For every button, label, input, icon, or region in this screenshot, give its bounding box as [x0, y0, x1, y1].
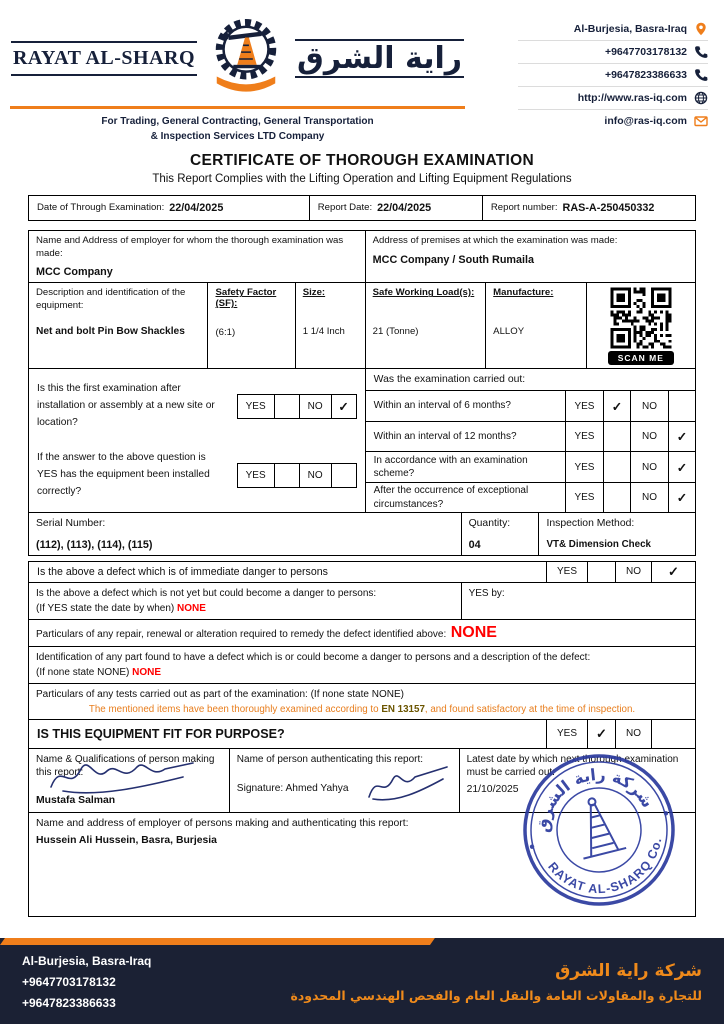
interval-12-months-text: Within an interval of 12 months? [373, 430, 517, 442]
fax-phone-icon [694, 68, 708, 82]
stamp-derrick-icon [570, 793, 626, 858]
email-icon [694, 114, 708, 128]
title-block [0, 152, 724, 185]
yes-by-label: YES by: [468, 587, 505, 599]
identification-row [29, 646, 695, 683]
no-label: NO [615, 720, 651, 748]
exceptional-circumstances-text: After the occurrence of exceptional circumstances? [373, 485, 529, 510]
yes-label: YES [565, 391, 603, 421]
final-employer-label: Name and address of employer of persons making and authenticating this report: [36, 817, 409, 829]
location-icon [694, 22, 708, 36]
manufacture-value: ALLOY [493, 326, 525, 338]
questions-row [29, 368, 695, 512]
next-exam-value: 21/10/2025 [466, 783, 519, 795]
examination-scheme-row [366, 452, 695, 483]
identification-hint: (If none state NONE) [36, 666, 130, 678]
quantity-label: Quantity: [468, 518, 511, 530]
authenticator-signature-label: Signature: Ahmed Yahya [236, 782, 349, 794]
report-number-label: Report number: [490, 202, 558, 213]
yes-label: YES [546, 720, 587, 748]
certificate-title: CERTIFICATE OF THOROUGH EXAMINATION [189, 152, 535, 169]
yes-label: YES [245, 400, 266, 412]
repair-value: NONE [450, 623, 497, 641]
serial-row [29, 512, 695, 555]
safety-factor-label: Safety Factor (SF): [215, 287, 277, 310]
interval-12-months-no-box: ✓ [668, 422, 695, 452]
first-exam-question [37, 381, 357, 431]
equipment-description-value: Net and bolt Pin Bow Shackles [36, 326, 185, 338]
contact-address [518, 18, 708, 41]
footer-phone-1: +9647703178132 [22, 974, 116, 989]
no-label: NO [630, 391, 668, 421]
equipment-description-label: Description and identification of the equipment: [36, 287, 186, 311]
footer-company-desc-ar: للتجارة والمقاولات العامة والنقل العام والفحص الهندسي المحدودة [290, 988, 702, 1003]
report-date-cell [309, 196, 482, 220]
inspection-method-cell [538, 513, 695, 555]
equipment-description-cell [29, 283, 207, 368]
footer-company-block [291, 961, 703, 1003]
authenticator-label: Name of person authenticating this report: [236, 753, 424, 765]
tagline-line1: For Trading, General Contracting, General Transportation [101, 116, 374, 127]
swl-label: Safe Working Load(s): [372, 287, 475, 299]
main-table-upper [28, 230, 696, 555]
equipment-row [29, 282, 695, 368]
interval-6-months-no-box [668, 391, 695, 421]
tests-note-pre: The mentioned items have been thoroughly examined according to [88, 703, 382, 715]
size-value: 1 1/4 Inch [302, 326, 345, 338]
website-text: http://www.ras-iq.com [577, 92, 687, 104]
tests-text: Particulars of any tests carried out as part of the examination: (If none state NONE) [36, 688, 404, 700]
installed-correctly-yn-group [237, 463, 357, 488]
tagline-line2: & Inspection Services LTD Company [150, 131, 325, 142]
installed-correctly-question [37, 450, 357, 500]
qr-cell [586, 283, 695, 368]
no-label: NO [615, 562, 651, 582]
examination-scheme-no-box: ✓ [668, 452, 695, 482]
tests-note [36, 704, 688, 715]
immediate-danger-row [29, 562, 695, 582]
installed-correctly-yes-box [274, 464, 299, 487]
fit-yes-box: ✓ [587, 720, 615, 748]
serial-number-label: Serial Number: [36, 518, 106, 530]
repair-text: Particulars of any repair, renewal or alteration required to remedy the defect identified above: [36, 628, 447, 640]
final-employer-value: Hussein Ali Hussein, Basra, Burjesia [36, 835, 217, 847]
repair-row [29, 619, 695, 646]
footer [0, 938, 724, 1024]
repair-cell [29, 620, 695, 646]
manufacture-cell [485, 283, 586, 368]
no-label: NO [630, 422, 668, 452]
interval-12-months-row [366, 422, 695, 453]
inspection-method-label: Inspection Method: [546, 518, 635, 530]
questions-right [365, 369, 695, 512]
tests-cell [29, 684, 695, 719]
report-number-value: RAS-A-250450332 [562, 202, 655, 215]
contact-email [518, 110, 708, 132]
contact-phone-2 [518, 64, 708, 87]
identification-text: Identification of any part found to have a defect which is or could become a danger to persons and a description of the defect: [36, 651, 591, 663]
future-danger-hint: (If YES state the date by when) [36, 602, 175, 614]
interval-12-months-yes-box [603, 422, 630, 452]
yes-by-cell [461, 583, 695, 619]
premises-cell [365, 231, 695, 282]
safety-factor-cell [207, 283, 294, 368]
logo-block [10, 16, 465, 144]
interval-6-months-yes-box: ✓ [603, 391, 630, 421]
identification-cell [29, 647, 695, 683]
contact-list [518, 16, 708, 144]
stamp-text-ar: شركة راية الشرق [533, 764, 658, 834]
email-text: info@ras-iq.com [604, 115, 687, 127]
employer-value: MCC Company [36, 266, 113, 279]
size-label: Size: [302, 287, 326, 299]
interval-6-months-text: Within an interval of 6 months? [373, 400, 511, 412]
installed-correctly-question-text: If the answer to the above question is YES has the equipment been installed correctly? [37, 452, 210, 498]
footer-address: Al-Burjesia, Basra-Iraq [22, 953, 152, 968]
contact-phone-1 [518, 41, 708, 64]
first-exam-no-box: ✓ [331, 395, 356, 418]
no-label: NO [630, 483, 668, 513]
immediate-danger-no-box: ✓ [651, 562, 695, 582]
report-date-label: Report Date: [317, 202, 373, 213]
manufacture-label: Manufacture: [493, 287, 554, 299]
size-cell [295, 283, 365, 368]
footer-contact-block [22, 951, 151, 1014]
immediate-danger-text: Is the above a defect which is of immediate danger to persons [37, 565, 328, 578]
exam-date-value: 22/04/2025 [169, 202, 224, 215]
swl-value: 21 (Tonne) [372, 326, 419, 338]
first-exam-question-text: Is this the first examination after installation or assembly at a new site or location? [37, 382, 215, 428]
company-name-ar: راية الشرق [297, 40, 463, 76]
maker-label: Name & Qualifications of person making this report: [36, 753, 215, 778]
phone-2-text: +9647823386633 [604, 69, 687, 81]
identification-value: NONE [132, 666, 162, 678]
premises-value: MCC Company / South Rumaila [372, 253, 535, 266]
stamp-text-en: RAYAT AL-SHARQ Co. [545, 836, 665, 897]
interval-6-months-row [366, 391, 695, 422]
maker-name: Mustafa Salman [36, 794, 116, 806]
tests-note-standard: EN 13157 [381, 703, 425, 715]
no-label: NO [299, 464, 331, 487]
company-tagline [10, 106, 465, 144]
first-exam-yes-box [274, 395, 299, 418]
yes-label: YES [245, 470, 266, 482]
header [0, 0, 724, 144]
footer-phone-2: +9647823386633 [22, 995, 116, 1010]
globe-icon [694, 91, 708, 105]
employer-row [29, 231, 695, 282]
employer-label: Name and Address of employer for whom the thorough examination was made: [36, 235, 344, 259]
yes-label: YES [565, 422, 603, 452]
address-text: Al-Burjesia, Basra-Iraq [573, 23, 687, 35]
qr-caption: SCAN ME [608, 351, 674, 365]
contact-website [518, 87, 708, 110]
questions-left [29, 369, 365, 512]
first-exam-yn-group [237, 394, 357, 419]
yes-label: YES [546, 562, 587, 582]
examination-scheme-yes-box [603, 452, 630, 482]
exceptional-circumstances-no-box: ✓ [668, 483, 695, 513]
no-label: NO [630, 452, 668, 482]
exam-date-label: Date of Through Examination: [37, 202, 165, 213]
certificate-subtitle: This Report Complies with the Lifting Operation and Lifting Equipment Regulations [152, 173, 572, 185]
yes-label: YES [565, 452, 603, 482]
exam-carried-out-header: Was the examination carried out: [366, 369, 695, 391]
maker-cell [29, 749, 229, 812]
safety-factor-value: (6:1) [215, 327, 236, 339]
inspection-method-value: VT& Dimension Check [546, 538, 652, 550]
immediate-danger-yes-box [587, 562, 615, 582]
quantity-value: 04 [468, 538, 481, 551]
tests-row [29, 683, 695, 719]
examination-scheme-text: In accordance with an examination scheme? [373, 454, 528, 480]
swl-cell [365, 283, 486, 368]
report-date-value: 22/04/2025 [377, 202, 432, 215]
future-danger-value: NONE [177, 602, 206, 614]
main-table-lower [28, 561, 696, 917]
next-exam-label: Latest date by which next thorough examination must be carried out: [466, 753, 679, 778]
installed-correctly-no-box [331, 464, 356, 487]
quantity-cell [461, 513, 539, 555]
phone-icon [694, 45, 708, 59]
exceptional-circumstances-row [366, 483, 695, 513]
dates-table [28, 195, 696, 221]
fit-for-purpose-question: IS THIS EQUIPMENT FIT FOR PURPOSE? [37, 726, 285, 741]
yes-label: YES [565, 483, 603, 513]
qr-code [609, 286, 673, 350]
authenticator-cell [229, 749, 459, 812]
phone-1-text: +9647703178132 [604, 46, 687, 58]
premises-label: Address of premises at which the examination was made: [372, 235, 618, 247]
employer-cell [29, 231, 365, 282]
future-danger-cell [29, 583, 461, 619]
future-danger-text: Is the above a defect which is not yet but could become a danger to persons: [36, 587, 377, 599]
gear-pump-logo-icon [207, 16, 285, 100]
fit-for-purpose-row [29, 719, 695, 748]
serial-number-value: (112), (113), (114), (115) [36, 538, 153, 551]
no-label: NO [299, 395, 331, 418]
serial-number-cell [29, 513, 461, 555]
tests-note-post: , and found satisfactory at the time of inspection. [424, 703, 636, 715]
exam-date-cell [29, 196, 309, 220]
report-number-cell [482, 196, 695, 220]
company-name-en: RAYAT AL-SHARQ [11, 41, 197, 76]
footer-company-name-ar: شركة راية الشرق [555, 961, 702, 981]
exceptional-circumstances-yes-box [603, 483, 630, 513]
future-danger-row [29, 582, 695, 619]
